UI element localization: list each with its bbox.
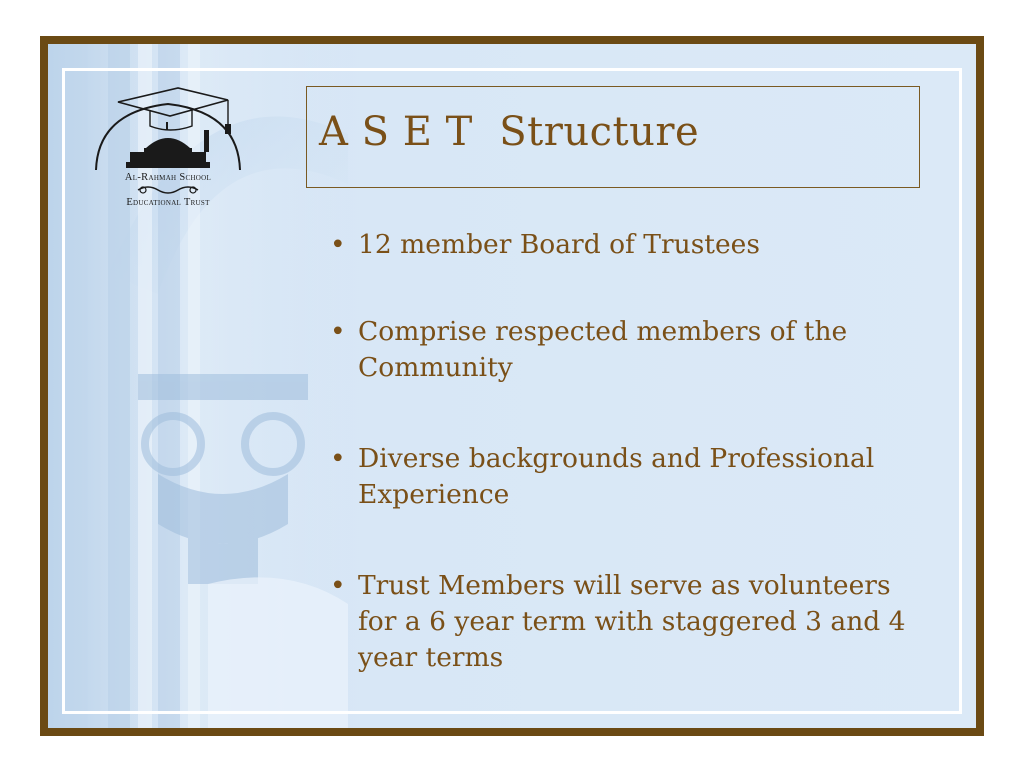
bullet-text: Comprise respected members of the Community — [358, 316, 848, 383]
bullet-text: 12 member Board of Trustees — [358, 229, 760, 260]
bullet-list — [318, 227, 928, 676]
bullet-text: Diverse backgrounds and Professional Experience — [358, 443, 875, 510]
slide-title: A S E T Structure — [319, 109, 700, 155]
bullet-dot: • — [330, 443, 346, 474]
mosque-icon — [126, 122, 210, 168]
school-logo — [88, 82, 248, 212]
bullet-item — [318, 227, 928, 263]
bullet-dot: • — [330, 316, 346, 347]
logo-text-trust: Educational Trust — [126, 197, 210, 208]
bullet-dot: • — [330, 570, 346, 601]
bullet-item — [318, 568, 928, 676]
slide — [40, 36, 984, 736]
logo-text-school: Al-Rahmah School — [124, 172, 212, 183]
bullet-text: Trust Members will serve as volunteers for a 6 year term with staggered 3 and 4 year terms — [358, 570, 906, 673]
bullet-dot: • — [330, 229, 346, 260]
logo-emblem — [88, 82, 248, 212]
bullet-item — [318, 314, 928, 386]
title-box — [306, 86, 920, 188]
bullet-item — [318, 441, 928, 513]
